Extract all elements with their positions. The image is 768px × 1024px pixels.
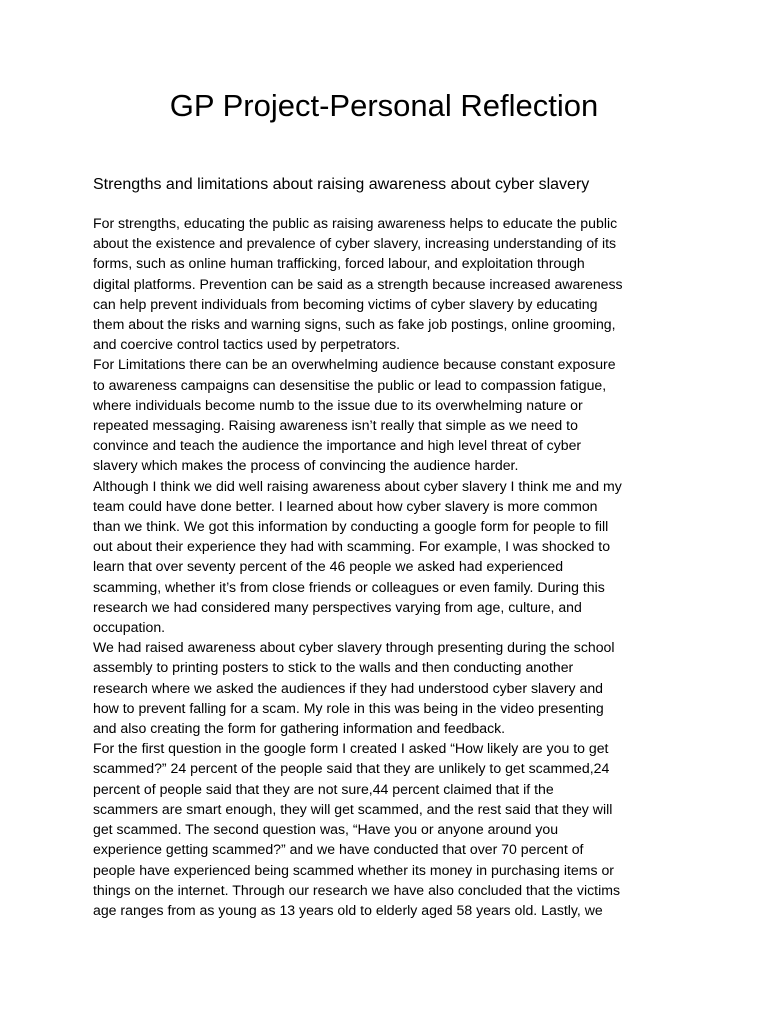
text-line: experience getting scammed?” and we have conducted that over 70 percent of xyxy=(93,841,584,858)
text-line: forms, such as online human trafficking, forced labour, and exploitation through xyxy=(93,255,585,272)
text-line: percent of people said that they are not sure,44 percent claimed that if the xyxy=(93,780,554,797)
text-line: and coercive control tactics used by perpetrators. xyxy=(93,336,401,353)
text-line: research where we asked the audiences if they had understood cyber slavery and xyxy=(93,679,604,696)
text-line: For Limitations there can be an overwhelming audience because constant exposure xyxy=(93,356,616,373)
text-line: about the existence and prevalence of cyber slavery, increasing understanding of its xyxy=(93,235,617,252)
text-line: out about their experience they had with scamming. For example, I was shocked to xyxy=(93,538,611,555)
text-line: where individuals become numb to the issue due to its overwhelming nature or xyxy=(93,396,583,413)
text-line: For strengths, educating the public as raising awareness helps to educate the public xyxy=(93,215,618,231)
text-line: scammers are smart enough, they will get scammed, and the rest said that they will xyxy=(93,800,613,817)
text-line: scamming, whether it’s from close friends or colleagues or even family. During this xyxy=(93,578,605,595)
text-line: people have experienced being scammed whether its money in purchasing items or xyxy=(93,861,614,878)
text-line: For the first question in the google form I created I asked “How likely are you to get xyxy=(93,740,609,757)
text-line: get scammed. The second question was, “Have you or anyone around you xyxy=(93,821,559,838)
page-title: GP Project-Personal Reflection xyxy=(169,88,599,123)
text-line: Although I think we did well raising awareness about cyber slavery I think me and my xyxy=(93,477,622,494)
text-line: convince and teach the audience the importance and high level threat of cyber xyxy=(93,437,582,454)
text-line: to awareness campaigns can desensitise the public or lead to compassion fatigue, xyxy=(93,376,607,393)
text-line: research we had considered many perspectives varying from age, culture, and xyxy=(93,598,582,615)
text-line: We had raised awareness about cyber slavery through presenting during the school xyxy=(93,639,615,656)
body-text xyxy=(93,213,683,920)
text-line: occupation. xyxy=(93,619,166,636)
text-line: learn that over seventy percent of the 46 people we asked had experienced xyxy=(93,558,564,575)
text-line: can help prevent individuals from becoming victims of cyber slavery by educating xyxy=(93,295,598,312)
text-line: them about the risks and warning signs, such as fake job postings, online grooming, xyxy=(93,316,616,333)
text-line: team could have done better. I learned about how cyber slavery is more common xyxy=(93,497,598,514)
text-line: assembly to printing posters to stick to the walls and then conducting another xyxy=(93,659,574,676)
text-line: age ranges from as young as 13 years old to elderly aged 58 years old. Lastly, we xyxy=(93,901,603,918)
text-line: how to prevent falling for a scam. My role in this was being in the video presenting xyxy=(93,699,604,716)
section-heading: Strengths and limitations about raising awareness about cyber slavery xyxy=(93,176,590,193)
text-line: than we think. We got this information by conducting a google form for people to fill xyxy=(93,518,609,535)
text-line: scammed?” 24 percent of the people said that they are unlikely to get scammed,24 xyxy=(93,760,610,777)
text-line: and also creating the form for gathering information and feedback. xyxy=(93,720,506,737)
text-line: slavery which makes the process of convincing the audience harder. xyxy=(93,457,519,474)
text-line: digital platforms. Prevention can be said as a strength because increased awareness xyxy=(93,275,623,292)
text-line: repeated messaging. Raising awareness isn’t really that simple as we need to xyxy=(93,417,578,434)
text-line: things on the internet. Through our research we have also concluded that the victims xyxy=(93,881,620,898)
